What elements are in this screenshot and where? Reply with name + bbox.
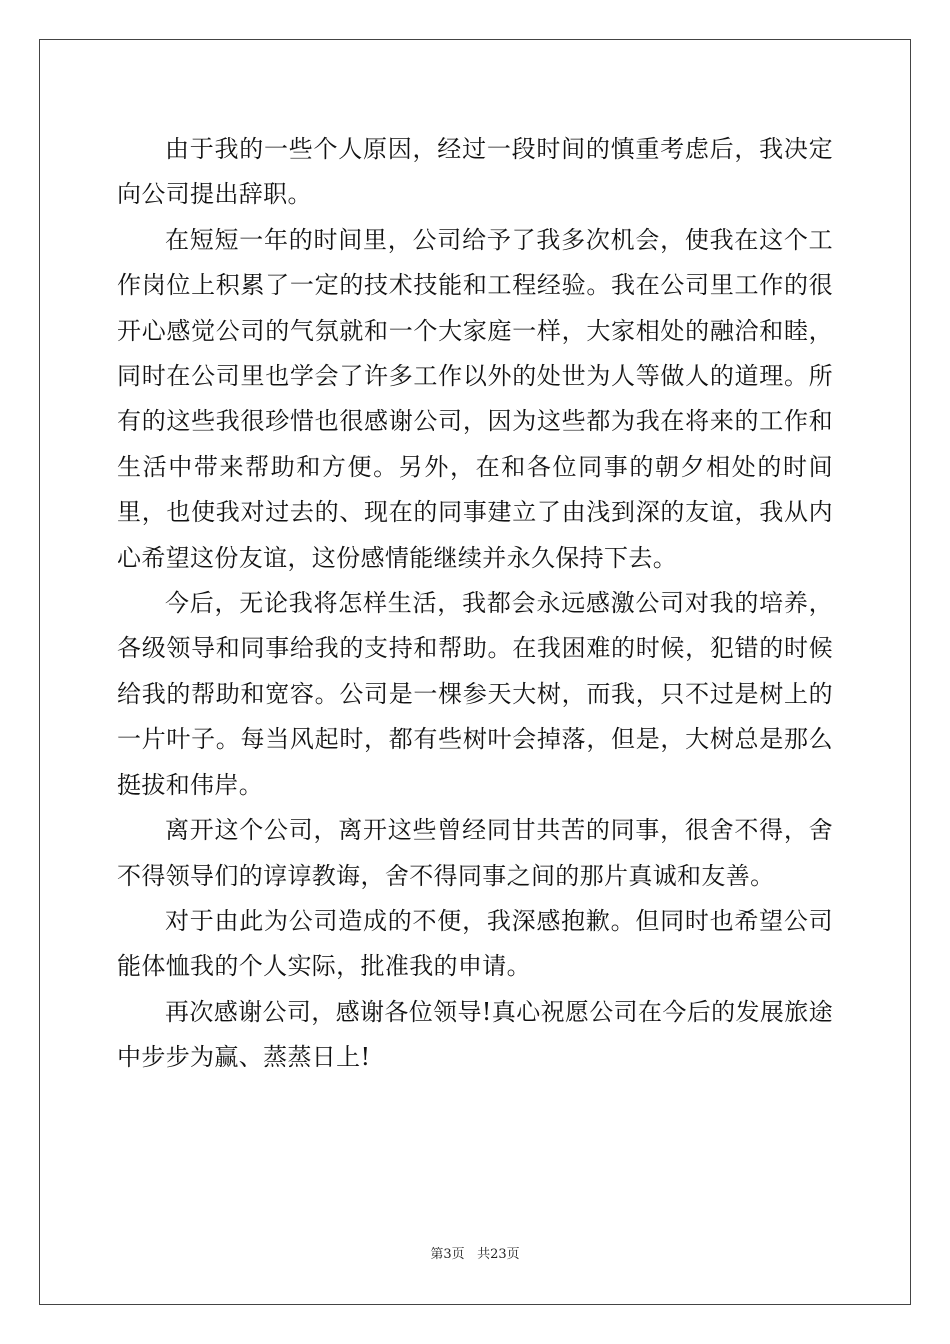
paragraph: 对于由此为公司造成的不便，我深感抱歉。但同时也希望公司能体恤我的个人实际，批准我的申请。	[117, 906, 833, 981]
paragraph: 由于我的一些个人原因，经过一段时间的慎重考虑后，我决定向公司提出辞职。	[117, 135, 833, 209]
paragraph: 离开这个公司，离开这些曾经同甘共苦的同事，很舍不得，舍不得领导们的谆谆教诲，舍不得同事之间的那片真诚和友善。	[117, 816, 833, 890]
page-number: 第3页	[430, 1247, 465, 1262]
page-total: 共23页	[477, 1247, 520, 1262]
letter-body	[117, 127, 833, 1081]
paragraph: 在短短一年的时间里，公司给予了我多次机会，使我在这个工作岗位上积累了一定的技术技能和工程经验。我在公司里工作的很开心感觉公司的气氛就和一个大家庭一样，大家相处的融洽和睦，同时在公司里也学会了许多工作以外的处世为人等做人的道理。所有的这些我很珍惜也很感谢公司，因为这些都为我在将来的工作和生活中带来帮助和方便。另外，在和各位同事的朝夕相处的时间里，也使我对过去的、现在的同事建立了由浅到深的友谊，我从内心希望这份友谊，这份感情能继续并永久保持下去。	[117, 225, 833, 572]
paragraph: 再次感谢公司，感谢各位领导!真心祝愿公司在今后的发展旅途中步步为赢、蒸蒸日上!	[117, 997, 833, 1072]
paragraph: 今后，无论我将怎样生活，我都会永远感激公司对我的培养，各级领导和同事给我的支持和帮助。在我困难的时候，犯错的时候给我的帮助和宽容。公司是一棵参天大树，而我，只不过是树上的一片叶子。每当风起时，都有些树叶会掉落，但是，大树总是那么挺拔和伟岸。	[117, 589, 833, 799]
page-footer	[0, 1243, 950, 1262]
